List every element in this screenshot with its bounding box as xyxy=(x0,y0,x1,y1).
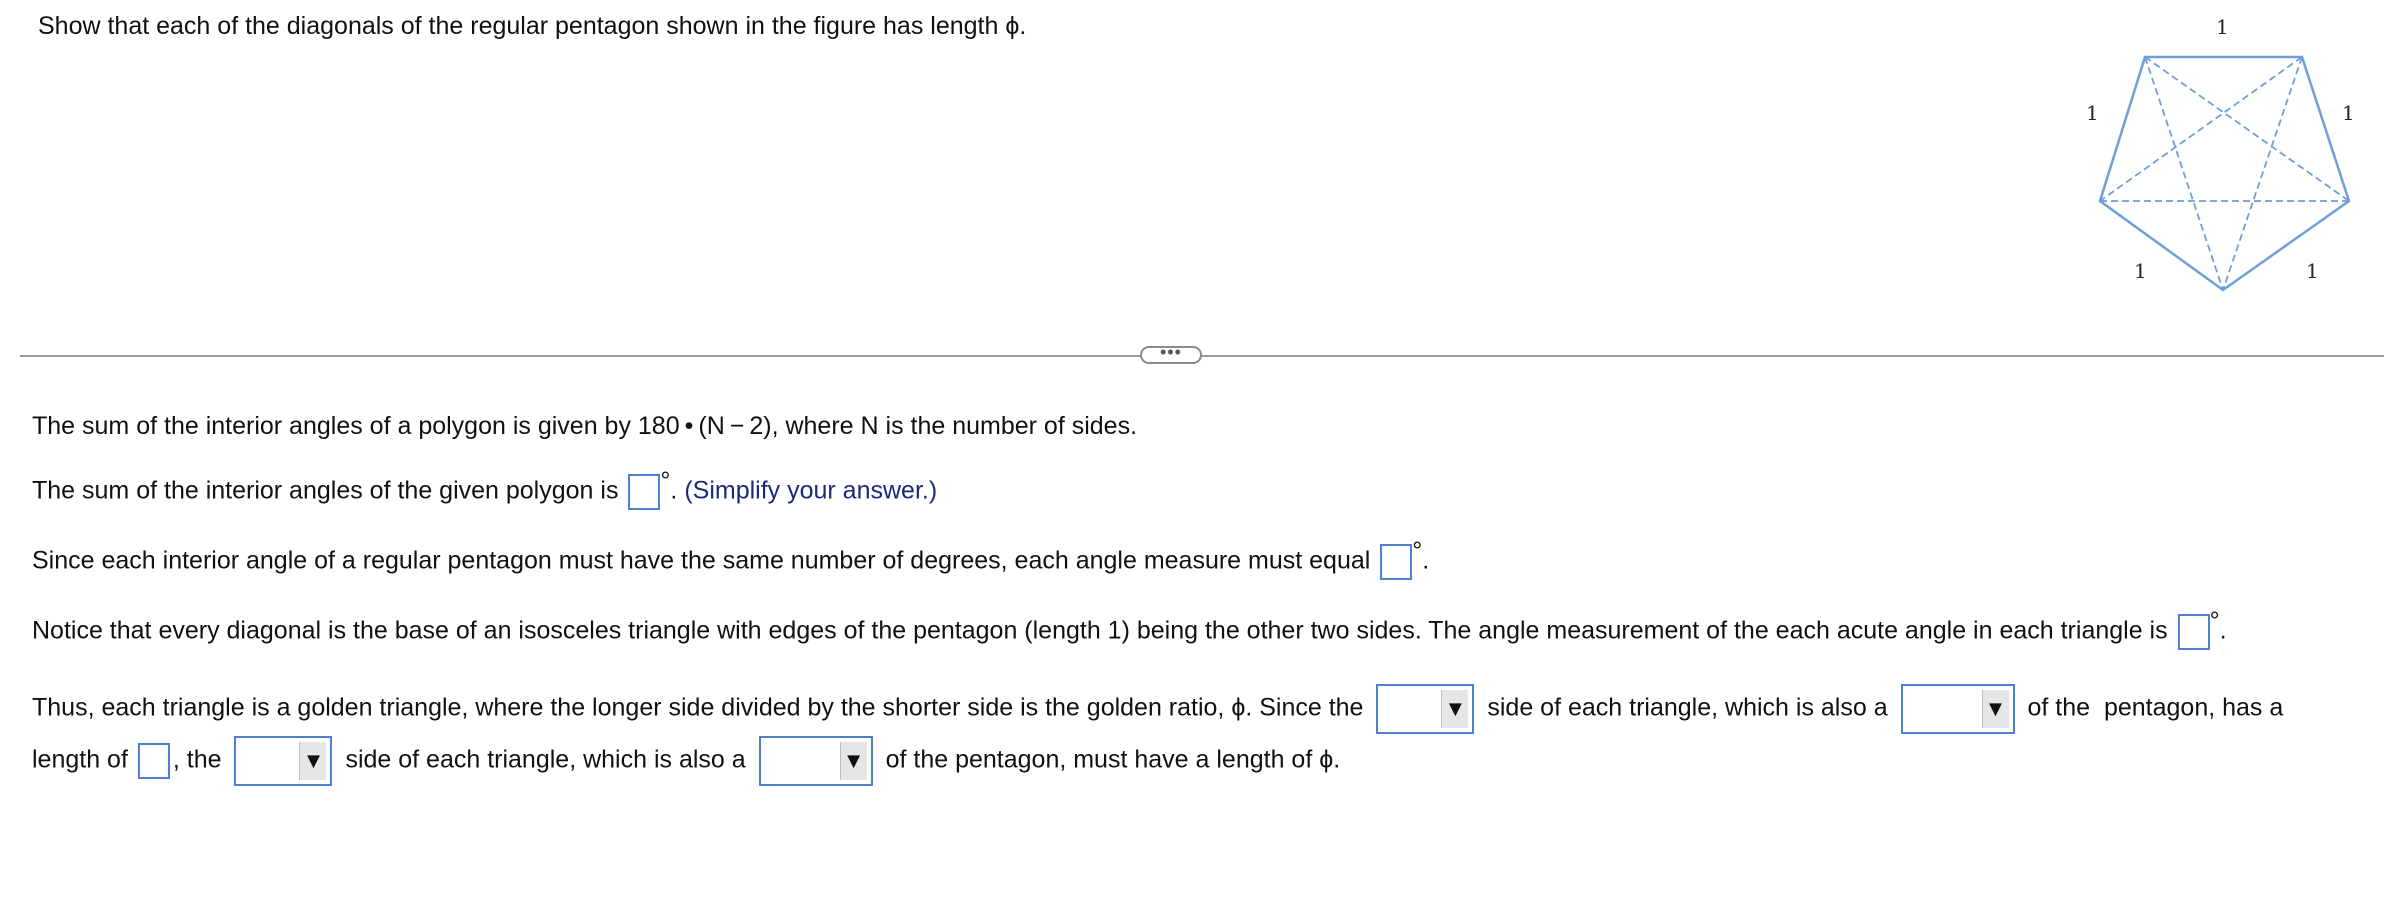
side-label-left: 1 xyxy=(2086,101,2099,125)
pentagon-part-dropdown-1[interactable] xyxy=(1901,684,2015,734)
dropdown-arrow-icon[interactable]: ▼ xyxy=(1982,690,2009,728)
step-line-4 xyxy=(32,607,2227,650)
side-label-bottom-left: 1 xyxy=(2134,259,2147,283)
step-line-1: The sum of the interior angles of a polygon is given by 180 • (N − 2), where N is the number of sides. xyxy=(32,412,1138,440)
diagonal-1 xyxy=(2145,57,2349,201)
question-prompt: Show that each of the diagonals of the regular pentagon shown in the figure has length ϕ. xyxy=(38,12,1027,40)
side-length-dropdown-1[interactable] xyxy=(1376,684,1474,734)
diagonal-2 xyxy=(2145,57,2223,290)
side-length-dropdown-2[interactable] xyxy=(234,736,332,786)
step-line-6-text-b: , the xyxy=(172,745,222,774)
pentagon-part-dropdown-2[interactable] xyxy=(759,736,873,786)
length-input[interactable] xyxy=(138,743,170,779)
period: . xyxy=(1422,546,1430,575)
step-line-2-text: The sum of the interior angles of the given polygon is xyxy=(32,476,619,505)
section-divider xyxy=(20,355,2384,357)
dropdown-arrow-icon[interactable]: ▼ xyxy=(840,742,867,780)
degree-symbol: ° xyxy=(660,467,671,496)
step-line-5-text-b: side of each triangle, which is also a xyxy=(1487,693,1888,722)
expand-button[interactable]: ••• xyxy=(1140,346,1202,364)
step-line-3 xyxy=(32,537,1430,580)
diagonal-3 xyxy=(2100,57,2302,201)
period: . xyxy=(2219,616,2227,645)
period: . xyxy=(670,476,678,505)
acute-angle-input[interactable] xyxy=(2178,614,2210,650)
step-line-6 xyxy=(32,736,1340,786)
step-line-5 xyxy=(32,684,2283,734)
dropdown-arrow-icon[interactable]: ▼ xyxy=(1441,690,1468,728)
side-label-top: 1 xyxy=(2216,15,2229,39)
degree-symbol: ° xyxy=(2209,607,2220,636)
step-line-5-text-a: Thus, each triangle is a golden triangle, where the longer side divided by the shorter side is the golden ratio, ϕ. Since the xyxy=(32,693,1364,722)
side-label-right: 1 xyxy=(2342,101,2355,125)
step-line-2 xyxy=(32,467,938,510)
interior-sum-input[interactable] xyxy=(628,474,660,510)
step-line-4-text: Notice that every diagonal is the base of an isosceles triangle with edges of the pentagon (length 1) being the other two sides. The angle measurement of the each acute angle in each triangle is xyxy=(32,616,2168,645)
step-line-5-text-c: of the pentagon, has a xyxy=(2027,693,2284,722)
pentagon-figure xyxy=(2080,8,2370,303)
interior-angle-input[interactable] xyxy=(1380,544,1412,580)
pentagon-svg xyxy=(2080,8,2370,298)
simplify-hint: (Simplify your answer.) xyxy=(684,476,938,505)
side-label-bottom-right: 1 xyxy=(2306,259,2319,283)
step-line-6-text-c: side of each triangle, which is also a xyxy=(345,745,746,774)
step-line-6-text-d: of the pentagon, must have a length of ϕ. xyxy=(885,745,1341,774)
step-line-3-text: Since each interior angle of a regular pentagon must have the same number of degrees, each angle measure must equal xyxy=(32,546,1371,575)
diagonal-4 xyxy=(2223,57,2302,290)
degree-symbol: ° xyxy=(1412,537,1423,566)
dropdown-arrow-icon[interactable]: ▼ xyxy=(299,742,326,780)
step-line-6-text-a: length of xyxy=(32,745,128,774)
